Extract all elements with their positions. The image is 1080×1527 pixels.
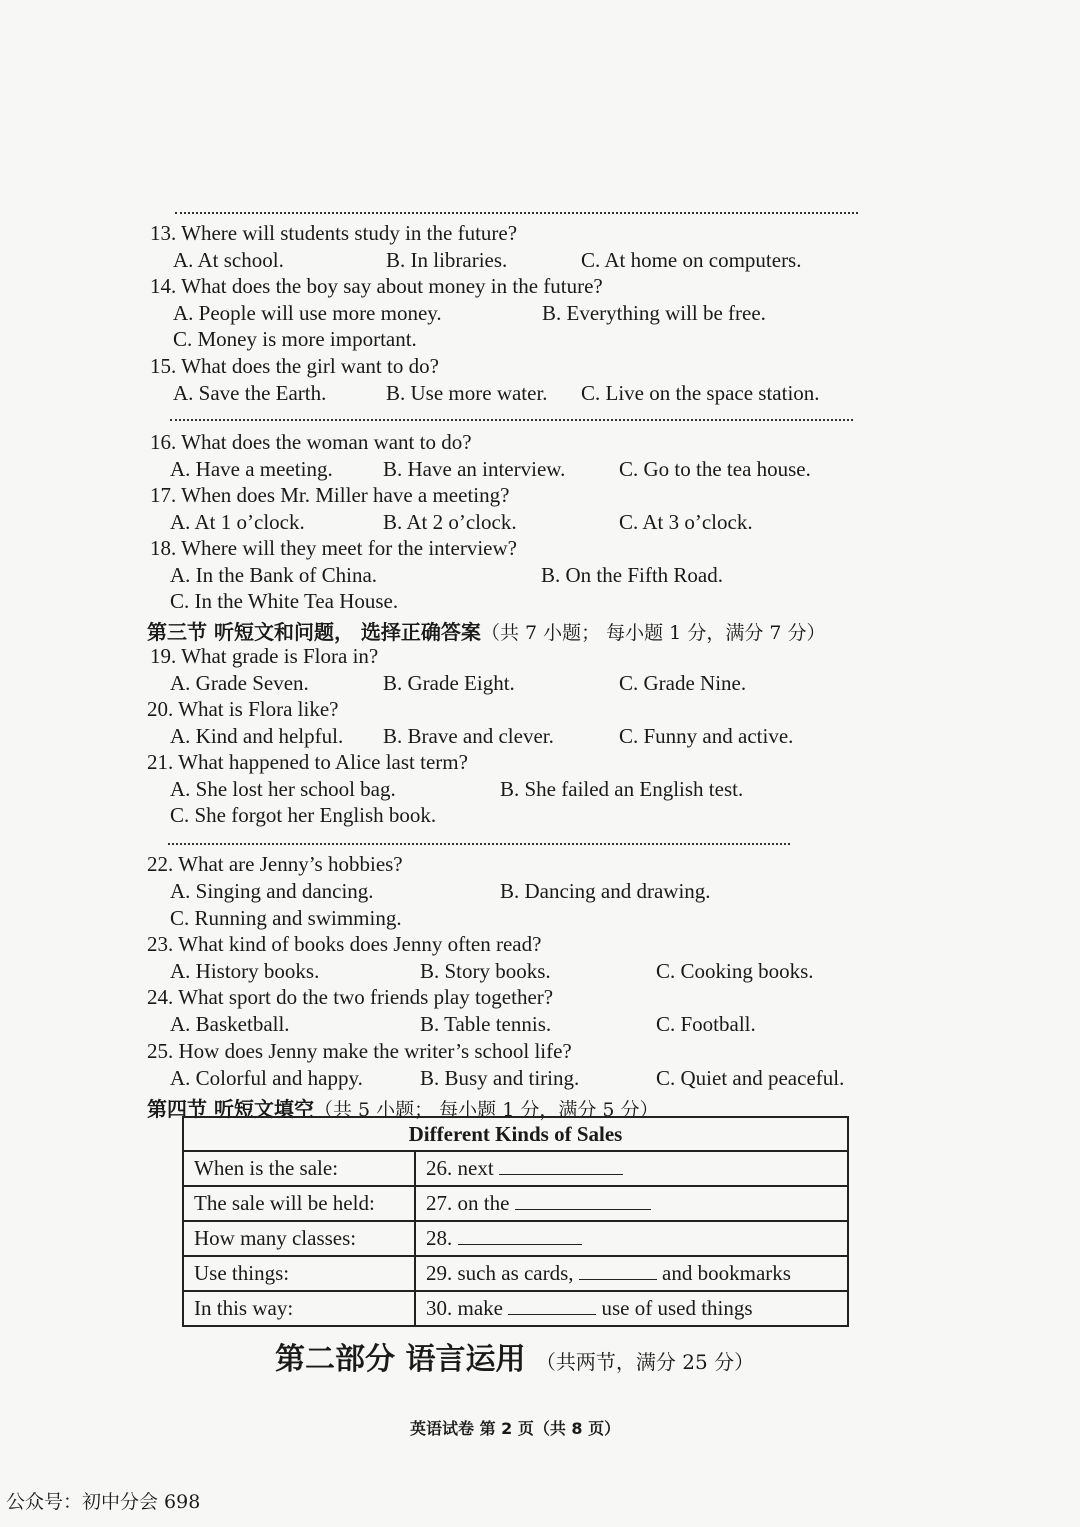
question-13: 13. Where will students study in the future? xyxy=(150,221,518,245)
q14-option-b: B. Everything will be free. xyxy=(542,301,766,325)
row-label: Use things: xyxy=(183,1256,415,1291)
separator-dots xyxy=(175,212,858,214)
q13-option-b: B. In libraries. xyxy=(386,248,508,272)
question-22: 22. What are Jenny’s hobbies? xyxy=(147,852,403,876)
q22-option-a: A. Singing and dancing. xyxy=(170,879,374,903)
table-title: Different Kinds of Sales xyxy=(183,1117,848,1151)
row-prompt: 28. xyxy=(426,1226,453,1250)
q14-option-c: C. Money is more important. xyxy=(173,327,417,351)
q17-option-a: A. At 1 o’clock. xyxy=(170,510,305,534)
row-prompt: 26. next xyxy=(426,1156,494,1180)
q17-option-c: C. At 3 o’clock. xyxy=(619,510,753,534)
q24-option-a: A. Basketball. xyxy=(170,1012,290,1036)
answer-blank-30[interactable] xyxy=(508,1298,596,1315)
question-16: 16. What does the woman want to do? xyxy=(150,430,472,454)
part-2-heading xyxy=(275,1334,754,1378)
q21-option-b: B. She failed an English test. xyxy=(500,777,744,801)
q15-option-b: B. Use more water. xyxy=(386,381,548,405)
q15-option-c: C. Live on the space station. xyxy=(581,381,820,405)
q21-option-c: C. She forgot her English book. xyxy=(170,803,437,827)
q25-option-b: B. Busy and tiring. xyxy=(420,1066,580,1090)
row-answer xyxy=(415,1221,848,1256)
q19-option-a: A. Grade Seven. xyxy=(170,671,309,695)
row-suffix: and bookmarks xyxy=(662,1261,791,1285)
table-row xyxy=(183,1186,848,1221)
q18-option-b: B. On the Fifth Road. xyxy=(541,563,723,587)
q23-option-a: A. History books. xyxy=(170,959,320,983)
q16-option-c: C. Go to the tea house. xyxy=(619,457,811,481)
q23-option-c: C. Cooking books. xyxy=(656,959,814,983)
question-14: 14. What does the boy say about money in the future? xyxy=(150,274,603,298)
q18-option-a: A. In the Bank of China. xyxy=(170,563,378,587)
question-20: 20. What is Flora like? xyxy=(147,697,339,721)
row-prompt: 27. on the xyxy=(426,1191,510,1215)
answer-blank-26[interactable] xyxy=(499,1158,623,1175)
question-23: 23. What kind of books does Jenny often read? xyxy=(147,932,542,956)
q15-option-a: A. Save the Earth. xyxy=(173,381,327,405)
q19-option-b: B. Grade Eight. xyxy=(383,671,515,695)
row-prompt: 29. such as cards, xyxy=(426,1261,574,1285)
answer-blank-27[interactable] xyxy=(515,1193,651,1210)
question-25: 25. How does Jenny make the writer’s school life? xyxy=(147,1039,572,1063)
answer-blank-29[interactable] xyxy=(579,1263,657,1280)
q13-option-c: C. At home on computers. xyxy=(581,248,802,272)
row-answer xyxy=(415,1291,848,1326)
q24-option-c: C. Football. xyxy=(656,1012,756,1036)
table-row xyxy=(183,1256,848,1291)
q21-option-a: A. She lost her school bag. xyxy=(170,777,396,801)
section-3-note: （共 7 小题； 每小题 1 分，满分 7 分） xyxy=(480,622,826,644)
table-row xyxy=(183,1221,848,1256)
row-answer xyxy=(415,1151,848,1186)
separator-dots xyxy=(170,419,853,421)
row-label: When is the sale: xyxy=(183,1151,415,1186)
row-suffix: use of used things xyxy=(601,1296,753,1320)
answer-blank-28[interactable] xyxy=(458,1228,582,1245)
row-label: How many classes: xyxy=(183,1221,415,1256)
q20-option-a: A. Kind and helpful. xyxy=(170,724,344,748)
row-label: The sale will be held: xyxy=(183,1186,415,1221)
q22-option-c: C. Running and swimming. xyxy=(170,906,402,930)
q13-option-a: A. At school. xyxy=(173,248,284,272)
separator-dots xyxy=(168,843,790,845)
sales-table xyxy=(182,1116,849,1327)
section-4-note: （共 5 小题； 每小题 1 分，满分 5 分） xyxy=(313,1099,659,1121)
section-4-title: 第四节 听短文填空 xyxy=(147,1097,314,1121)
q24-option-b: B. Table tennis. xyxy=(420,1012,552,1036)
table-row xyxy=(183,1151,848,1186)
row-answer xyxy=(415,1256,848,1291)
q20-option-c: C. Funny and active. xyxy=(619,724,794,748)
question-18: 18. Where will they meet for the interview? xyxy=(150,536,517,560)
q16-option-a: A. Have a meeting. xyxy=(170,457,333,481)
q25-option-a: A. Colorful and happy. xyxy=(170,1066,363,1090)
row-prompt: 30. make xyxy=(426,1296,503,1320)
q14-option-a: A. People will use more money. xyxy=(173,301,442,325)
row-answer xyxy=(415,1186,848,1221)
section-3-heading xyxy=(147,616,825,645)
section-3-title: 第三节 听短文和问题， 选择正确答案 xyxy=(147,620,481,644)
q19-option-c: C. Grade Nine. xyxy=(619,671,747,695)
row-label: In this way: xyxy=(183,1291,415,1326)
part-2-title: 第二部分 语言运用 xyxy=(275,1342,526,1377)
question-19: 19. What grade is Flora in? xyxy=(150,644,379,668)
q18-option-c: C. In the White Tea House. xyxy=(170,589,399,613)
q25-option-c: C. Quiet and peaceful. xyxy=(656,1066,845,1090)
q16-option-b: B. Have an interview. xyxy=(383,457,566,481)
table-row xyxy=(183,1291,848,1326)
question-21: 21. What happened to Alice last term? xyxy=(147,750,468,774)
q23-option-b: B. Story books. xyxy=(420,959,551,983)
q20-option-b: B. Brave and clever. xyxy=(383,724,554,748)
part-2-note: （共两节，满分 25 分） xyxy=(535,1350,755,1374)
question-24: 24. What sport do the two friends play together? xyxy=(147,985,554,1009)
page-footer: 英语试卷 第 2 页（共 8 页） xyxy=(410,1419,621,1438)
watermark-text: 公众号：初中分会 698 xyxy=(6,1491,201,1513)
q22-option-b: B. Dancing and drawing. xyxy=(500,879,711,903)
q17-option-b: B. At 2 o’clock. xyxy=(383,510,517,534)
question-15: 15. What does the girl want to do? xyxy=(150,354,439,378)
question-17: 17. When does Mr. Miller have a meeting? xyxy=(150,483,510,507)
